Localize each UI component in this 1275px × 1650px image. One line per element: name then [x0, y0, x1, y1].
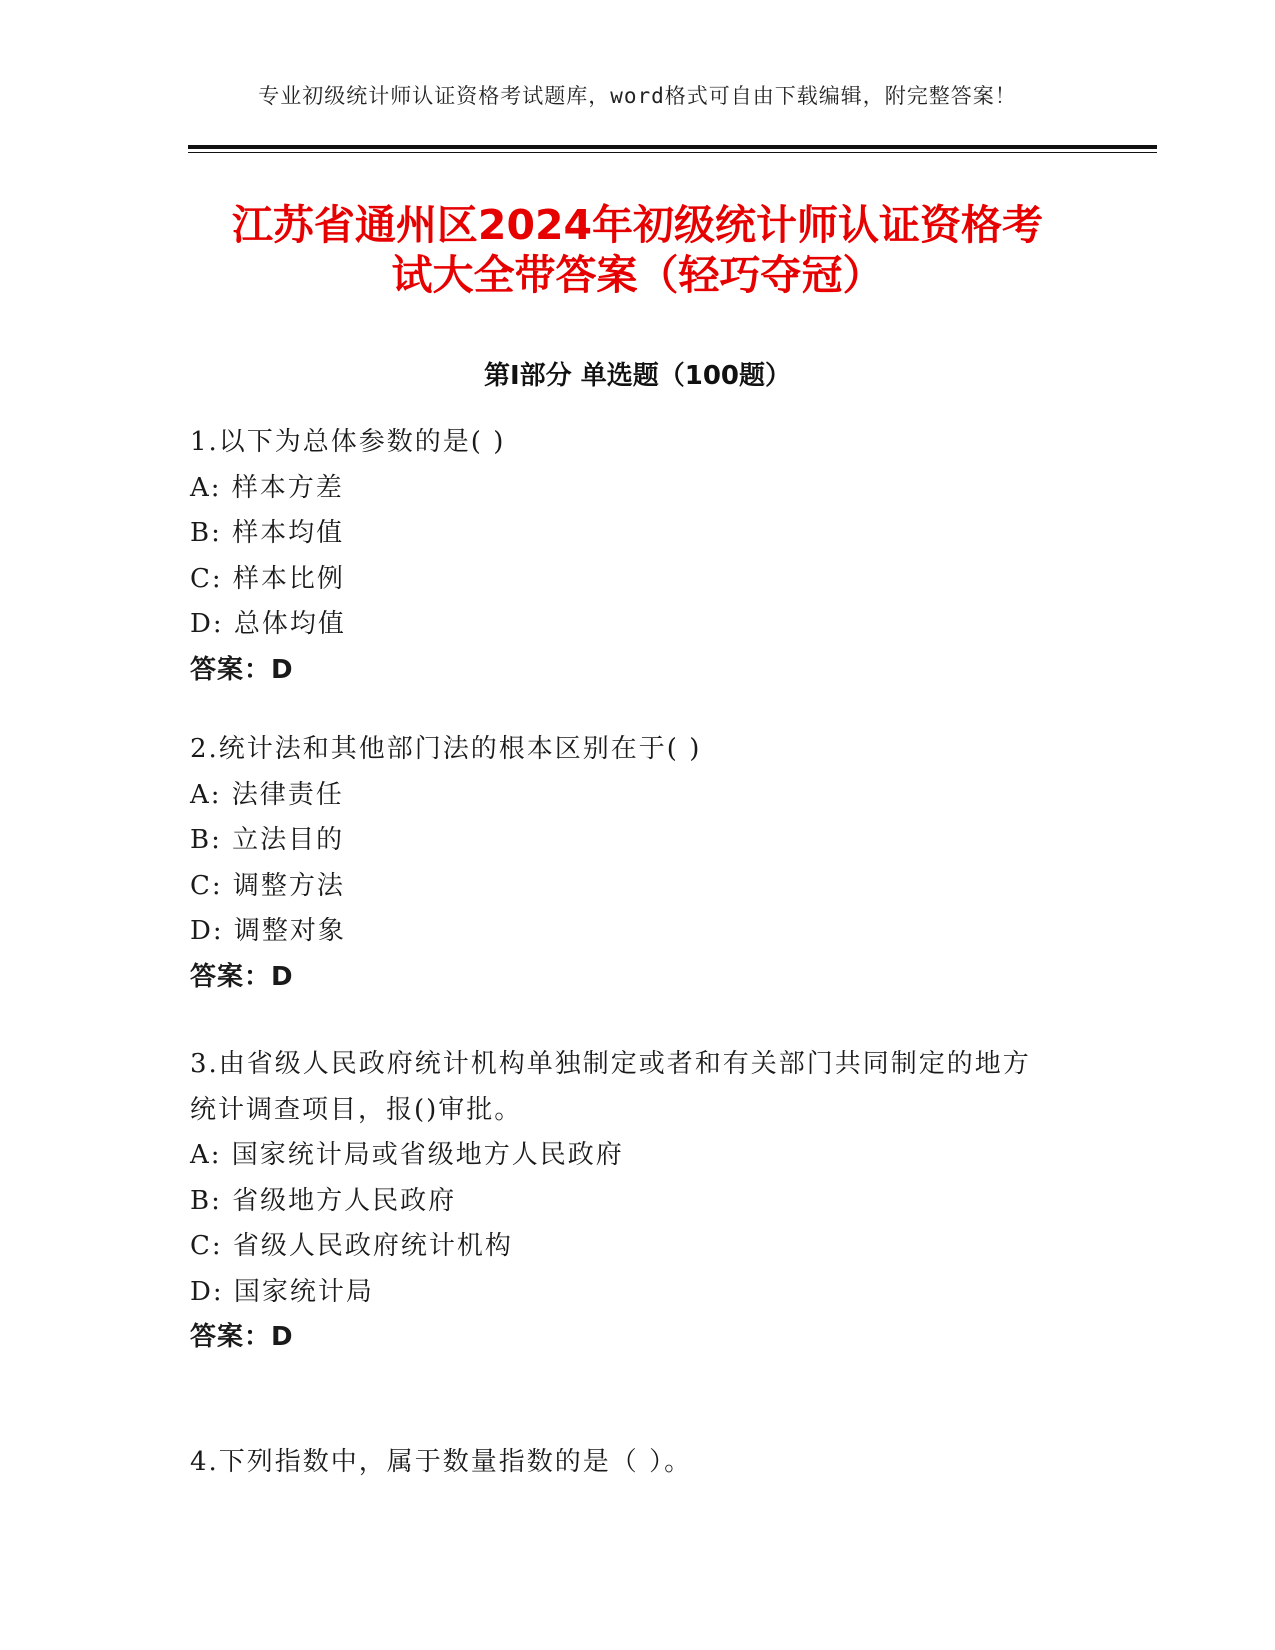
question-stem-line-2: 统计调查项目，报()审批。	[190, 1094, 523, 1125]
answer: 答案：D	[190, 961, 294, 992]
option-b: B: 样本均值	[190, 518, 345, 548]
option-b: B: 省级地方人民政府	[190, 1185, 457, 1216]
question-stem: 2.统计法和其他部门法的根本区别在于( )	[190, 734, 702, 764]
option-a: A: 国家统计局或省级地方人民政府	[190, 1140, 624, 1170]
header-note: 专业初级统计师认证资格考试题库，word格式可自由下载编辑，附完整答案！	[258, 84, 1017, 108]
question-1	[190, 420, 1090, 693]
question-4	[190, 1440, 1090, 1486]
question-stem-line-1: 3.由省级人民政府统计机构单独制定或者和有关部门共同制定的地方	[190, 1049, 1031, 1079]
option-a: A: 法律责任	[190, 779, 344, 810]
option-c: C: 样本比例	[190, 563, 345, 594]
title-line-2: 试大全带答案（轻巧夺冠）	[391, 251, 884, 299]
option-c: C: 调整方法	[190, 870, 345, 901]
option-d: D: 调整对象	[190, 916, 346, 946]
question-3	[190, 1042, 1090, 1361]
question-stem: 4.下列指数中，属于数量指数的是（ ）。	[190, 1447, 693, 1477]
question-2	[190, 727, 1090, 1000]
option-d: D: 总体均值	[190, 609, 346, 639]
answer: 答案：D	[190, 1322, 294, 1352]
answer: 答案：D	[190, 654, 294, 685]
option-d: D: 国家统计局	[190, 1276, 374, 1307]
header-divider-thin	[188, 152, 1157, 153]
title-line-1: 江苏省通州区2024年初级统计师认证资格考	[231, 201, 1044, 249]
option-a: A: 样本方差	[190, 472, 344, 503]
section-heading: 第Ⅰ部分 单选题（100题）	[484, 361, 791, 391]
document-title	[185, 200, 1090, 300]
header-divider-thick	[188, 145, 1157, 149]
option-c: C: 省级人民政府统计机构	[190, 1231, 513, 1261]
option-b: B: 立法目的	[190, 825, 345, 855]
question-stem: 1.以下为总体参数的是( )	[190, 427, 506, 457]
